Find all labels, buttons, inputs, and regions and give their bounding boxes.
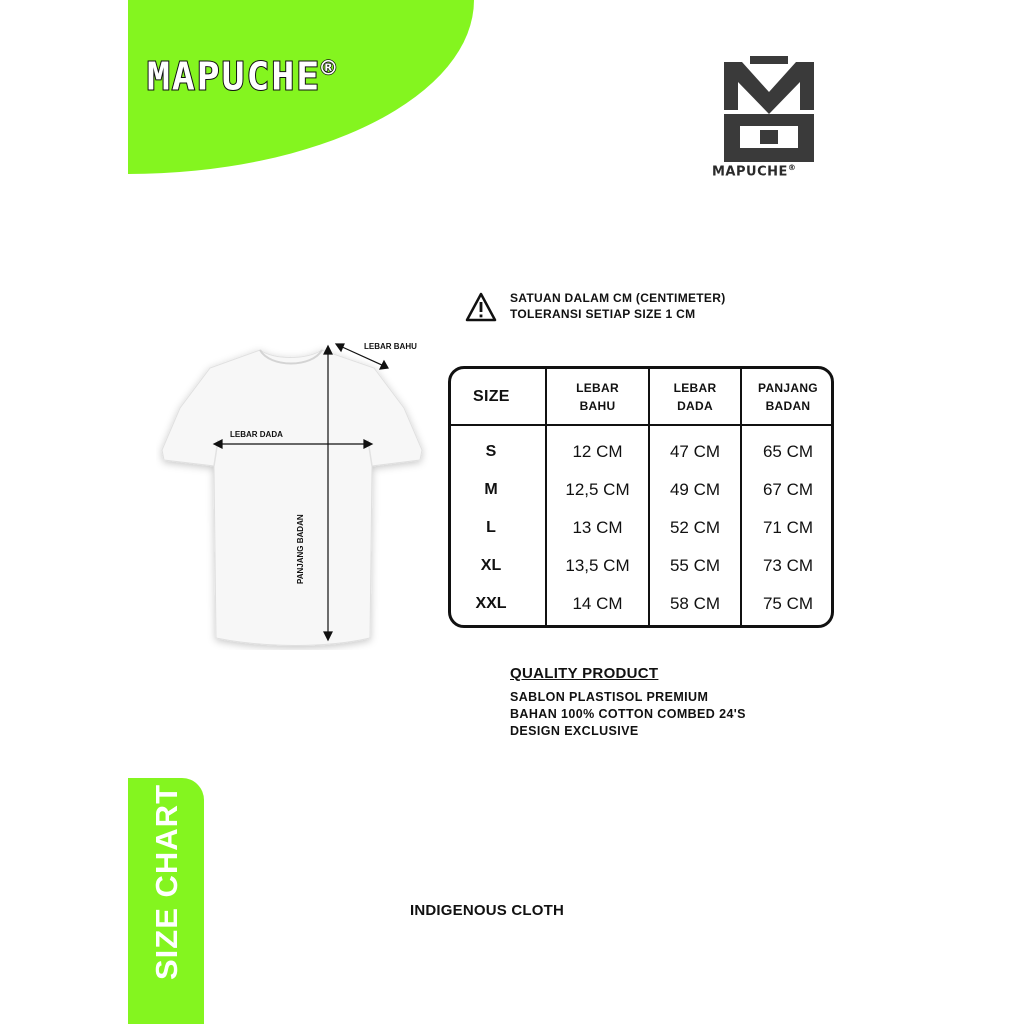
cell-size: S <box>485 443 497 460</box>
label-lebar-dada: LEBAR DADA <box>230 430 283 439</box>
cell-lebar-dada: 49 CM <box>669 480 721 499</box>
table-row <box>451 585 831 623</box>
table-row <box>451 433 831 471</box>
cell-lebar-dada: 55 CM <box>669 556 721 575</box>
cell-size: M <box>484 481 498 498</box>
cell-panjang-badan: 71 CM <box>762 518 814 537</box>
table-header-divider <box>451 424 831 426</box>
tshirt-diagram <box>156 330 446 650</box>
cell-size: XXL <box>475 595 507 612</box>
cell-panjang-badan: 67 CM <box>762 480 814 499</box>
table-row <box>451 509 831 547</box>
cell-lebar-bahu: 12 CM <box>572 442 623 461</box>
notice-line-tolerance: TOLERANSI SETIAP SIZE 1 CM <box>510 307 696 321</box>
cell-panjang-badan: 75 CM <box>762 594 814 613</box>
header-lebar-bahu: LEBAR BAHU <box>576 380 619 413</box>
quality-line: DESIGN EXCLUSIVE <box>510 724 639 738</box>
size-chart-page <box>128 0 896 1024</box>
brand-wordmark: MAPUCHE® <box>147 54 338 99</box>
size-table <box>448 366 834 628</box>
cell-size: L <box>486 519 496 536</box>
warning-triangle-icon <box>465 292 497 322</box>
cell-lebar-bahu: 13 CM <box>572 518 623 537</box>
cell-lebar-dada: 47 CM <box>669 442 721 461</box>
header-size: SIZE <box>473 387 510 405</box>
quality-line: BAHAN 100% COTTON COMBED 24'S <box>510 707 746 721</box>
table-row <box>451 471 831 509</box>
quality-line: SABLON PLASTISOL PREMIUM <box>510 690 709 704</box>
table-row <box>451 547 831 585</box>
mapuche-monogram-logo-icon <box>720 52 818 176</box>
footer-tagline: INDIGENOUS CLOTH <box>410 902 565 919</box>
cell-lebar-dada: 52 CM <box>669 518 721 537</box>
logo-caption: MAPUCHE® <box>712 163 797 180</box>
cell-panjang-badan: 73 CM <box>762 556 814 575</box>
header-lebar-dada: LEBAR DADA <box>673 380 717 413</box>
cell-lebar-bahu: 14 CM <box>572 594 623 613</box>
label-lebar-bahu: LEBAR BAHU <box>364 342 417 351</box>
label-panjang-badan: PANJANG BADAN <box>296 514 305 584</box>
quality-product-section <box>510 665 870 740</box>
quality-title: QUALITY PRODUCT <box>510 665 659 682</box>
cell-lebar-bahu: 12,5 CM <box>565 480 630 499</box>
cell-panjang-badan: 65 CM <box>762 442 814 461</box>
tshirt-illustration <box>156 330 446 650</box>
cell-lebar-bahu: 13,5 CM <box>565 556 630 575</box>
cell-lebar-dada: 58 CM <box>669 594 721 613</box>
cell-size: XL <box>480 557 502 574</box>
size-chart-label: SIZE CHART <box>149 784 184 980</box>
header-panjang-badan: PANJANG BADAN <box>758 380 818 413</box>
notice-line-unit: SATUAN DALAM CM (CENTIMETER) <box>510 291 726 305</box>
